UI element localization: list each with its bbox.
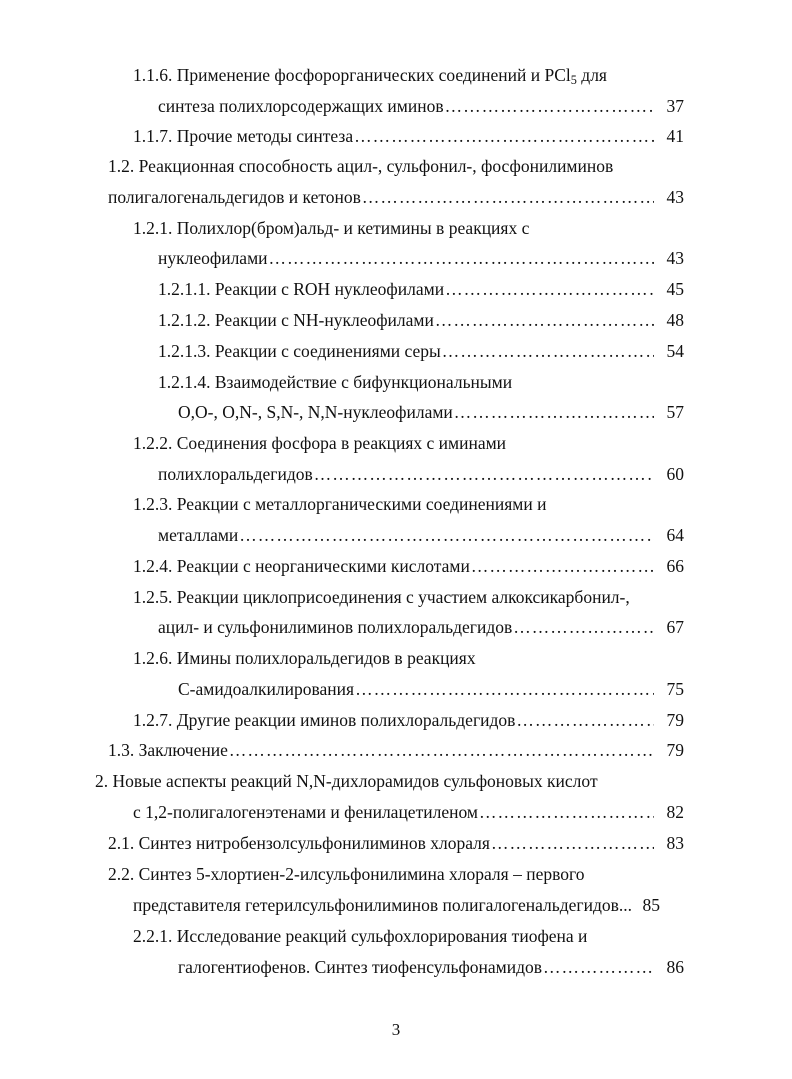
- toc-page-number: 82: [666, 802, 684, 822]
- toc-entry-1-2[interactable]: [108, 185, 684, 209]
- leader-dots: [229, 738, 654, 762]
- toc-entry-2-2-1-line1: 2.2.1. Исследование реакций сульфохлорирования тиофена и: [133, 926, 588, 946]
- toc-entry-1-2-line1: 1.2. Реакционная способность ацил-, сульфонил-, фосфонилиминов: [108, 156, 614, 176]
- toc-page-number: 67: [666, 617, 684, 637]
- toc-page-number: 83: [666, 833, 684, 853]
- page-number: 3: [391, 1020, 401, 1039]
- leader-dots: [445, 94, 654, 118]
- toc-entry-2-2[interactable]: [133, 893, 684, 917]
- toc-entry-1-2-2-line1: 1.2.2. Соединения фосфора в реакциях с иминами: [133, 433, 507, 453]
- toc-page-number: 57: [666, 402, 684, 422]
- toc-entry-1-1-7[interactable]: [133, 124, 684, 148]
- leader-dots: [479, 800, 654, 824]
- toc-entry-2-2-1[interactable]: [178, 955, 684, 979]
- toc-page-number: 54: [666, 341, 684, 361]
- toc-entry-text: O,O-, O,N-, S,N-, N,N-нуклеофилами: [178, 402, 453, 422]
- toc-page-number: 64: [666, 525, 684, 545]
- leader-dots: [513, 615, 654, 639]
- toc-entry-1-2-1[interactable]: [158, 246, 684, 270]
- toc-entry-text: 1.2.7. Другие реакции иминов полихлоральдегидов: [133, 710, 516, 730]
- leader-dots: [354, 124, 654, 148]
- toc-page-number: 45: [666, 279, 684, 299]
- toc-entry-1-2-1-1[interactable]: [158, 277, 684, 301]
- leader-dots: [445, 277, 654, 301]
- leader-dots: [362, 185, 654, 209]
- toc-entry-2-1[interactable]: [108, 831, 684, 855]
- toc-page-number: 60: [666, 464, 684, 484]
- toc-entry-text: 1.1.7. Прочие методы синтеза: [133, 126, 354, 146]
- toc-entry-text: 1.2.4. Реакции с неорганическими кислотами: [133, 556, 470, 576]
- toc-entry-2-line1: 2. Новые аспекты реакций N,N-дихлорамидов сульфоновых кислот: [95, 771, 598, 791]
- toc-entry-text: 1.2.1.2. Реакции с NH-нуклеофилами: [158, 310, 434, 330]
- toc-entry-text: ацил- и сульфонилиминов полихлоральдегидов: [158, 617, 513, 637]
- toc-entry-text: 1.3. Заключение: [108, 740, 228, 760]
- toc-entry-1-2-7[interactable]: [133, 708, 684, 732]
- toc-entry-text: с 1,2-полигалогенэтенами и фенилацетиленом: [133, 802, 478, 822]
- toc-page-number: 41: [666, 126, 684, 146]
- toc-entry-1-2-1-line1: 1.2.1. Полихлор(бром)альд- и кетимины в реакциях с: [133, 218, 530, 238]
- toc-entry-text: 1.2.1.1. Реакции с ROH нуклеофилами: [158, 279, 445, 299]
- toc-page-number: 79: [666, 710, 684, 730]
- toc-page-number: 86: [666, 957, 684, 977]
- leader-dots: [471, 554, 654, 578]
- toc-entry-text: 1.2.1.3. Реакции с соединениями серы: [158, 341, 441, 361]
- leader-dots: [314, 462, 654, 486]
- leader-dots: [516, 708, 654, 732]
- toc-entry-text: представителя гетерилсульфонилиминов полигалогенальдегидов...: [133, 895, 633, 915]
- toc-entry-1-2-6[interactable]: [178, 677, 684, 701]
- toc-entry-1-2-5-line1: 1.2.5. Реакции циклоприсоединения с участием алкоксикарбонил-,: [133, 587, 630, 607]
- toc-entry-1-1-6-line1: 1.1.6. Применение фосфорорганических соединений и PCl$_5$ для: [133, 65, 607, 88]
- toc-entry-text: галогентиофенов. Синтез тиофенсульфонамидов: [178, 957, 543, 977]
- toc-page-number: 75: [666, 679, 684, 699]
- leader-dots: [435, 308, 654, 332]
- toc-entry-text: C-амидоалкилирования: [178, 679, 355, 699]
- toc-entry-1-2-4[interactable]: [133, 554, 684, 578]
- leader-dots: [269, 246, 654, 270]
- toc-entry-1-2-5[interactable]: [158, 615, 684, 639]
- toc-page-number: 43: [666, 187, 684, 207]
- leader-dots: [543, 955, 654, 979]
- leader-dots: [442, 339, 654, 363]
- toc-entry-text: полихлоральдегидов: [158, 464, 313, 484]
- toc-entry-2-2-line1: 2.2. Синтез 5-хлортиен-2-илсульфонилимина хлораля – первого: [108, 864, 585, 884]
- toc-entry-1-2-1-4[interactable]: [178, 400, 684, 424]
- toc-entry-text: металлами: [158, 525, 239, 545]
- leader-dots: [239, 523, 654, 547]
- toc-entry-1-2-3[interactable]: [158, 523, 684, 547]
- leader-dots: [355, 677, 654, 701]
- leader-dots: [491, 831, 654, 855]
- toc-page-number: 66: [666, 556, 684, 576]
- toc-page-number: 37: [666, 96, 684, 116]
- toc-entry-text: полигалогенальдегидов и кетонов: [108, 187, 361, 207]
- leader-dots: [454, 400, 654, 424]
- toc-entry-1-1-6[interactable]: [158, 94, 684, 118]
- toc-page-number: 85: [642, 895, 661, 915]
- toc-page-number: 43: [666, 248, 684, 268]
- toc-page-number: 48: [666, 310, 684, 330]
- toc-entry-text: нуклеофилами: [158, 248, 268, 268]
- toc-page-number: 79: [666, 740, 684, 760]
- toc-entry-1-2-6-line1: 1.2.6. Имины полихлоральдегидов в реакциях: [133, 648, 476, 668]
- toc-entry-1-2-1-2[interactable]: [158, 308, 684, 332]
- toc-entry-1-3[interactable]: [108, 738, 684, 762]
- toc-entry-1-2-1-3[interactable]: [158, 339, 684, 363]
- toc-entry-2[interactable]: [133, 800, 684, 824]
- toc-entry-1-2-2[interactable]: [158, 462, 684, 486]
- toc-entry-text: синтеза полихлорсодержащих иминов: [158, 96, 444, 116]
- toc-entry-1-2-1-4-line1: 1.2.1.4. Взаимодействие с бифункциональными: [158, 372, 513, 392]
- toc-entry-text: 2.1. Синтез нитробензолсульфонилиминов хлораля: [108, 833, 490, 853]
- toc-entry-1-2-3-line1: 1.2.3. Реакции с металлорганическими соединениями и: [133, 494, 547, 514]
